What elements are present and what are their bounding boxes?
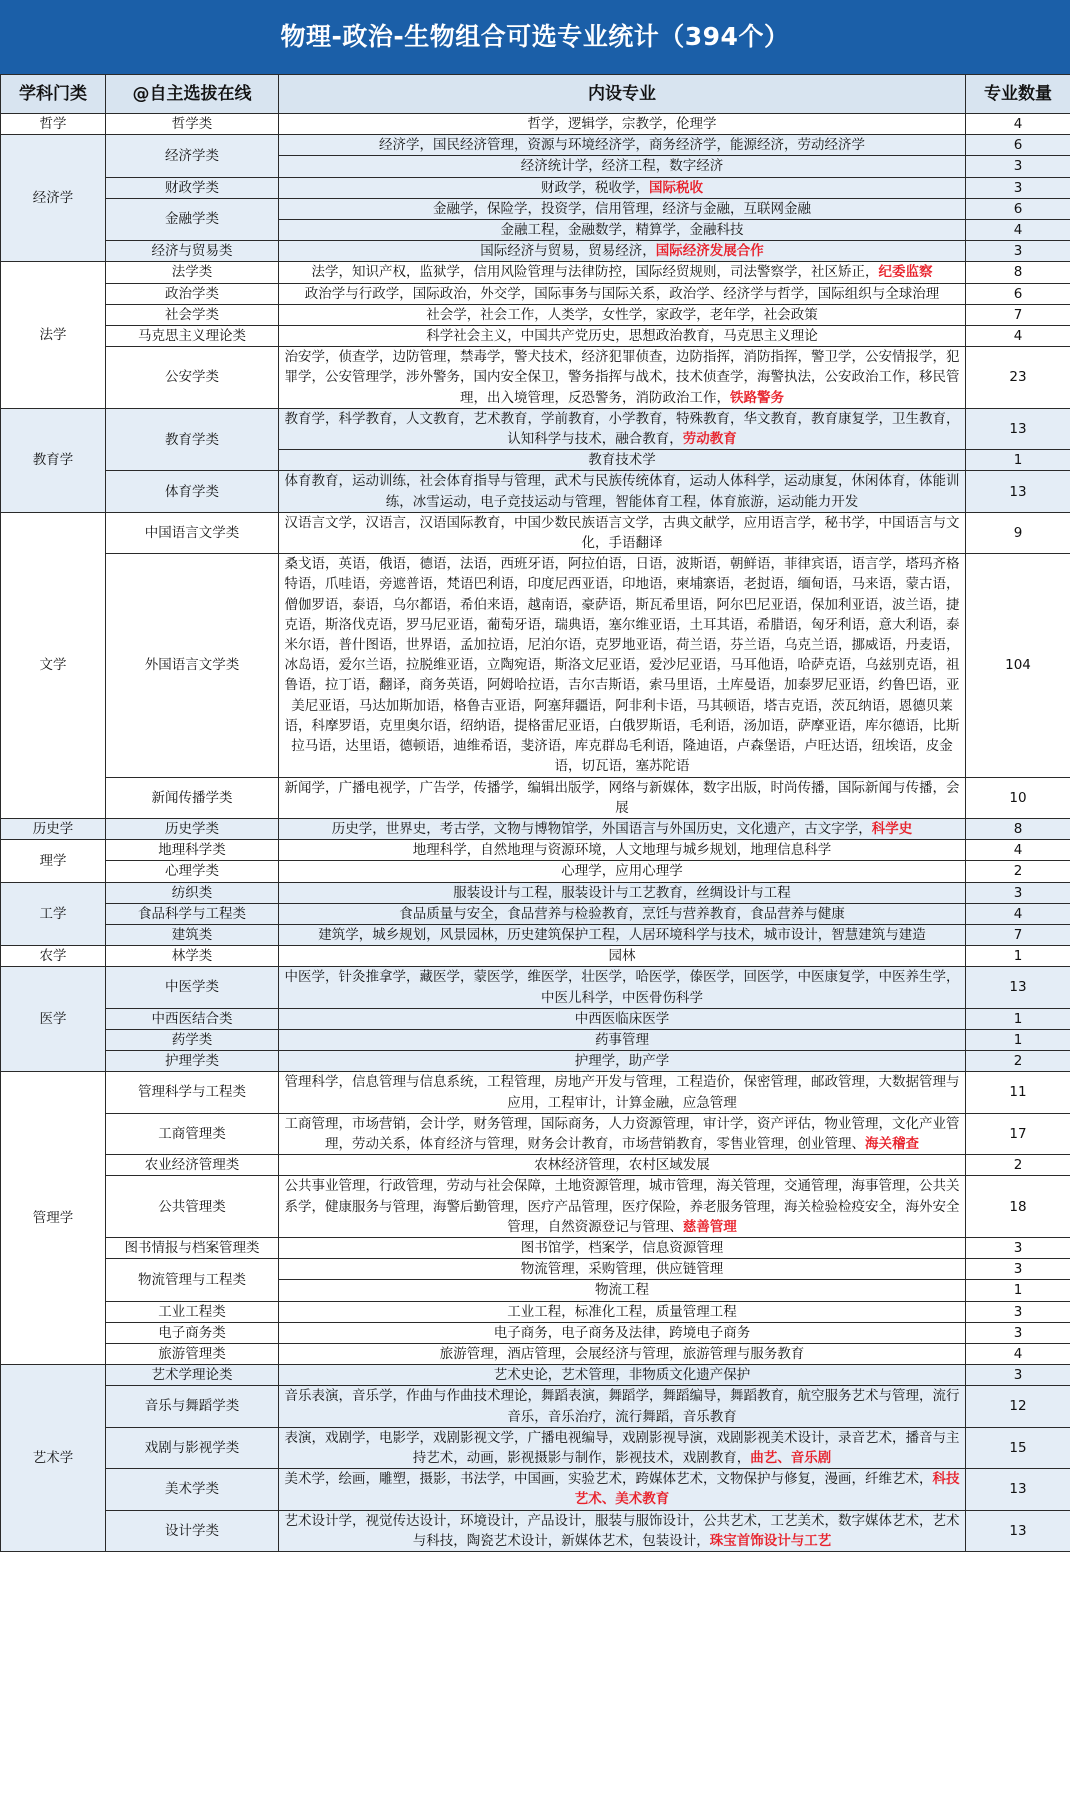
subject-cell: 文学 <box>1 512 106 818</box>
subject-cell: 法学 <box>1 262 106 408</box>
majors-text: 地理科学，自然地理与资源环境，人文地理与城乡规划，地理信息科学 <box>412 842 832 859</box>
count-cell: 2 <box>966 861 1070 882</box>
table-row <box>1 177 1070 198</box>
table-row <box>1 554 1070 777</box>
category-cell: 图书情报与档案管理类 <box>106 1237 279 1258</box>
majors-text: 农林经济管理，农村区域发展 <box>534 1157 710 1174</box>
majors-text: 药事管理 <box>595 1031 649 1048</box>
majors-cell <box>279 450 966 471</box>
category-cell: 哲学类 <box>106 114 279 135</box>
table-body <box>1 114 1070 1552</box>
category-cell: 心理学类 <box>106 861 279 882</box>
header-subject: 学科门类 <box>1 75 106 114</box>
count-cell: 4 <box>966 114 1070 135</box>
highlighted-major: 劳动教育 <box>682 431 737 448</box>
category-cell: 林学类 <box>106 946 279 967</box>
majors-cell <box>279 1365 966 1386</box>
majors-text: 汉语言文学，汉语言，汉语国际教育，中国少数民族语言文学，古典文献学，应用语言学，秘书学，中国语言与文化，手语翻译 <box>284 514 960 552</box>
category-cell: 教育学类 <box>106 408 279 471</box>
category-cell: 中西医结合类 <box>106 1008 279 1029</box>
count-cell: 18 <box>966 1176 1070 1238</box>
count-cell: 12 <box>966 1386 1070 1427</box>
subject-cell: 理学 <box>1 840 106 882</box>
majors-text: 电子商务，电子商务及法律，跨境电子商务 <box>493 1324 751 1341</box>
majors-cell <box>279 924 966 945</box>
count-cell: 4 <box>966 840 1070 861</box>
subject-cell: 医学 <box>1 967 106 1072</box>
table-row <box>1 1029 1070 1050</box>
majors-cell <box>279 554 966 777</box>
majors-cell <box>279 1259 966 1280</box>
count-cell: 23 <box>966 347 1070 409</box>
majors-cell <box>279 1113 966 1154</box>
count-cell: 3 <box>966 1237 1070 1258</box>
majors-cell <box>279 1029 966 1050</box>
majors-cell <box>279 903 966 924</box>
table-row <box>1 408 1070 449</box>
table-row <box>1 1510 1070 1551</box>
majors-cell <box>279 946 966 967</box>
table-row <box>1 1386 1070 1427</box>
category-cell: 公安学类 <box>106 347 279 409</box>
table-row <box>1 1237 1070 1258</box>
table-row <box>1 777 1070 818</box>
majors-cell <box>279 1280 966 1301</box>
count-cell: 8 <box>966 262 1070 283</box>
category-cell: 政治学类 <box>106 283 279 304</box>
majors-table-container <box>0 74 1070 1805</box>
majors-text: 管理科学，信息管理与信息系统，工程管理，房地产开发与管理，工程造价，保密管理，邮政管理，大数据管理与应用，工程审计，计算金融，应急管理 <box>284 1074 960 1111</box>
table-header-row <box>1 75 1070 114</box>
subject-cell: 艺术学 <box>1 1365 106 1552</box>
category-cell: 电子商务类 <box>106 1322 279 1343</box>
category-cell: 金融学类 <box>106 198 279 240</box>
table-row <box>1 114 1070 135</box>
table-row <box>1 241 1070 262</box>
majors-cell <box>279 1301 966 1322</box>
highlighted-major: 科技艺术、美术教育 <box>574 1471 960 1508</box>
majors-text: 食品质量与安全，食品营养与检验教育，烹饪与营养教育，食品营养与健康 <box>399 905 845 922</box>
count-cell: 4 <box>966 326 1070 347</box>
majors-cell <box>279 262 966 283</box>
category-cell: 设计学类 <box>106 1510 279 1551</box>
table-row <box>1 471 1070 512</box>
header-count: 专业数量 <box>966 75 1070 114</box>
table-row <box>1 512 1070 553</box>
count-cell: 3 <box>966 1301 1070 1322</box>
count-cell: 7 <box>966 924 1070 945</box>
subject-cell: 农学 <box>1 946 106 967</box>
subject-cell: 历史学 <box>1 818 106 839</box>
majors-cell <box>279 1510 966 1551</box>
subject-cell: 管理学 <box>1 1072 106 1365</box>
count-cell: 2 <box>966 1051 1070 1072</box>
majors-text: 法学，知识产权，监狱学，信用风险管理与法律防控，国际经贸规则，司法警察学，社区矫正， <box>311 264 879 281</box>
majors-text: 建筑学，城乡规划，风景园林，历史建筑保护工程，人居环境科学与技术，城市设计，智慧建筑与建造 <box>318 926 926 943</box>
majors-cell <box>279 220 966 241</box>
majors-text: 教育技术学 <box>588 452 656 469</box>
count-cell: 3 <box>966 156 1070 177</box>
category-cell: 经济与贸易类 <box>106 241 279 262</box>
majors-text: 中西医临床医学 <box>574 1010 670 1027</box>
table-row <box>1 924 1070 945</box>
category-cell: 护理学类 <box>106 1051 279 1072</box>
highlighted-major: 慈善管理 <box>682 1218 737 1235</box>
majors-text: 政治学与行政学，国际政治，外交学，国际事务与国际关系，政治学、经济学与哲学，国际组织与全球治理 <box>304 285 940 302</box>
count-cell: 4 <box>966 903 1070 924</box>
highlighted-major: 国际经济发展合作 <box>655 243 764 260</box>
majors-text: 哲学，逻辑学，宗教学，伦理学 <box>527 116 717 132</box>
majors-text: 国际经济与贸易，贸易经济， <box>480 243 656 260</box>
count-cell: 3 <box>966 177 1070 198</box>
majors-cell <box>279 1051 966 1072</box>
highlighted-major: 珠宝首饰设计与工艺 <box>709 1532 832 1549</box>
category-cell: 农业经济管理类 <box>106 1155 279 1176</box>
majors-cell <box>279 114 966 135</box>
majors-cell <box>279 512 966 553</box>
table-row <box>1 1008 1070 1029</box>
majors-text: 物流管理，采购管理，供应链管理 <box>520 1261 724 1278</box>
table-row <box>1 840 1070 861</box>
table-row <box>1 861 1070 882</box>
count-cell: 1 <box>966 1280 1070 1301</box>
category-cell: 工商管理类 <box>106 1113 279 1154</box>
count-cell: 3 <box>966 1322 1070 1343</box>
table-row <box>1 1322 1070 1343</box>
count-cell: 2 <box>966 1155 1070 1176</box>
majors-text: 工商管理，市场营销，会计学，财务管理，国际商务，人力资源管理，审计学，资产评估，物业管理，文化产业管理，劳动关系，体育经济与管理，财务会计教育，市场营销教育，零售业管理，创业管理、 <box>284 1115 960 1152</box>
majors-text: 中医学，针灸推拿学，藏医学，蒙医学，维医学，壮医学，哈医学，傣医学，回医学，中医康复学，中医养生学，中医儿科学，中医骨伤科学 <box>284 969 960 1006</box>
highlighted-major: 纪委监察 <box>878 264 933 281</box>
table-row <box>1 903 1070 924</box>
majors-cell <box>279 861 966 882</box>
majors-text: 音乐表演，音乐学，作曲与作曲技术理论，舞蹈表演，舞蹈学，舞蹈编导，舞蹈教育，航空服务艺术与管理，流行音乐，音乐治疗，流行舞蹈，音乐教育 <box>284 1388 960 1425</box>
majors-cell <box>279 408 966 449</box>
count-cell: 13 <box>966 967 1070 1008</box>
majors-text: 社会学，社会工作，人类学，女性学，家政学，老年学，社会政策 <box>426 306 818 323</box>
count-cell: 3 <box>966 1365 1070 1386</box>
majors-cell <box>279 1237 966 1258</box>
majors-cell <box>279 326 966 347</box>
table-row <box>1 1427 1070 1468</box>
majors-text: 艺术设计学，视觉传达设计，环境设计，产品设计，服装与服饰设计，公共艺术，工艺美术，数字媒体艺术，艺术与科技，陶瓷艺术设计，新媒体艺术，包装设计， <box>284 1512 960 1549</box>
category-cell: 音乐与舞蹈学类 <box>106 1386 279 1427</box>
majors-cell <box>279 777 966 818</box>
highlighted-major: 海关稽查 <box>865 1135 919 1152</box>
majors-text: 新闻学，广播电视学，广告学，传播学，编辑出版学，网络与新媒体，数字出版，时尚传播，国际新闻与传播，会展 <box>284 779 960 816</box>
majors-cell <box>279 198 966 219</box>
majors-cell <box>279 1386 966 1427</box>
majors-cell <box>279 135 966 156</box>
category-cell: 管理科学与工程类 <box>106 1072 279 1113</box>
majors-text: 工业工程，标准化工程，质量管理工程 <box>507 1303 737 1320</box>
subject-cell: 教育学 <box>1 408 106 512</box>
table-row <box>1 1301 1070 1322</box>
count-cell: 17 <box>966 1113 1070 1154</box>
majors-text: 心理学，应用心理学 <box>561 863 683 880</box>
majors-cell <box>279 882 966 903</box>
majors-text: 表演，戏剧学，电影学，戏剧影视文学，广播电视编导，戏剧影视导演，戏剧影视美术设计，录音艺术，播音与主持艺术，动画，影视摄影与制作，影视技术，戏剧教育， <box>284 1429 960 1466</box>
table-row <box>1 1365 1070 1386</box>
count-cell: 1 <box>966 1008 1070 1029</box>
category-cell: 社会学类 <box>106 304 279 325</box>
table-row <box>1 1469 1070 1510</box>
count-cell: 1 <box>966 450 1070 471</box>
category-cell: 中医学类 <box>106 967 279 1008</box>
category-cell: 工业工程类 <box>106 1301 279 1322</box>
highlighted-major: 科学史 <box>871 820 913 837</box>
highlighted-major: 曲艺、音乐剧 <box>750 1450 832 1466</box>
majors-cell <box>279 471 966 512</box>
category-cell: 财政学类 <box>106 177 279 198</box>
majors-text: 金融工程，金融数学，精算学，金融科技 <box>500 222 744 239</box>
category-cell: 中国语言文学类 <box>106 512 279 553</box>
table-row <box>1 347 1070 409</box>
majors-text: 护理学，助产学 <box>574 1053 670 1070</box>
count-cell: 6 <box>966 198 1070 219</box>
table-row <box>1 1343 1070 1364</box>
majors-table <box>0 74 1070 1552</box>
category-cell: 食品科学与工程类 <box>106 903 279 924</box>
majors-cell <box>279 1322 966 1343</box>
majors-text: 科学社会主义，中国共产党历史，思想政治教育，马克思主义理论 <box>426 328 818 345</box>
count-cell: 6 <box>966 283 1070 304</box>
table-row <box>1 1259 1070 1280</box>
majors-cell <box>279 304 966 325</box>
category-cell: 公共管理类 <box>106 1176 279 1238</box>
count-cell: 6 <box>966 135 1070 156</box>
count-cell: 3 <box>966 882 1070 903</box>
majors-cell <box>279 1176 966 1238</box>
count-cell: 13 <box>966 471 1070 512</box>
majors-text: 经济学，国民经济管理，资源与环境经济学，商务经济学，能源经济，劳动经济学 <box>379 137 865 154</box>
table-row <box>1 135 1070 156</box>
majors-cell <box>279 1343 966 1364</box>
majors-text: 艺术史论，艺术管理，非物质文化遗产保护 <box>493 1367 751 1384</box>
table-row <box>1 283 1070 304</box>
highlighted-major: 国际税收 <box>649 179 703 196</box>
table-row <box>1 946 1070 967</box>
category-cell: 地理科学类 <box>106 840 279 861</box>
majors-cell <box>279 1469 966 1510</box>
table-row <box>1 304 1070 325</box>
majors-cell <box>279 283 966 304</box>
majors-cell <box>279 241 966 262</box>
category-cell: 外国语言文学类 <box>106 554 279 777</box>
majors-cell <box>279 177 966 198</box>
category-cell: 建筑类 <box>106 924 279 945</box>
count-cell: 11 <box>966 1072 1070 1113</box>
majors-cell <box>279 967 966 1008</box>
majors-text: 金融学，保险学，投资学，信用管理，经济与金融，互联网金融 <box>433 200 811 217</box>
majors-text: 园林 <box>608 948 636 965</box>
count-cell: 3 <box>966 241 1070 262</box>
header-category: @自主选拔在线 <box>106 75 279 114</box>
category-cell: 美术学类 <box>106 1469 279 1510</box>
table-row <box>1 198 1070 219</box>
category-cell: 戏剧与影视学类 <box>106 1427 279 1468</box>
majors-text: 教育学，科学教育，人文教育，艺术教育，学前教育，小学教育，特殊教育，华文教育，教育康复学，卫生教育，认知科学与技术，融合教育， <box>284 410 960 448</box>
category-cell: 马克思主义理论类 <box>106 326 279 347</box>
majors-cell <box>279 1155 966 1176</box>
majors-text: 美术学，绘画，雕塑，摄影，书法学，中国画，实验艺术，跨媒体艺术，文物保护与修复，漫画，纤维艺术， <box>284 1471 933 1488</box>
majors-cell <box>279 818 966 839</box>
table-row <box>1 262 1070 283</box>
table-row <box>1 326 1070 347</box>
count-cell: 4 <box>966 1343 1070 1364</box>
table-row <box>1 1176 1070 1238</box>
majors-cell <box>279 840 966 861</box>
majors-text: 物流工程 <box>595 1282 649 1299</box>
category-cell: 经济学类 <box>106 135 279 177</box>
majors-text: 历史学，世界史，考古学，文物与博物馆学，外国语言与外国历史，文化遗产，古文字学， <box>331 820 872 837</box>
category-cell: 法学类 <box>106 262 279 283</box>
majors-text: 服装设计与工程，服装设计与工艺教育，丝绸设计与工程 <box>453 884 791 901</box>
table-row <box>1 1051 1070 1072</box>
count-cell: 104 <box>966 554 1070 777</box>
category-cell: 历史学类 <box>106 818 279 839</box>
majors-text: 桑戈语，英语，俄语，德语，法语，西班牙语，阿拉伯语，日语，波斯语，朝鲜语，菲律宾语，语言学，塔玛齐格特语，爪哇语，旁遮普语，梵语巴利语，印度尼西亚语，印地语，柬埔寨语，老挝语，缅甸语，马来语，蒙古语，僧伽罗语，泰语，乌尔都语，希伯来语，越南语，豪萨语，斯瓦希里语，阿尔巴尼亚语，保加利亚语，波兰语，捷克语，斯洛伐克语，罗马尼亚语，葡萄牙语，瑞典语，塞尔维亚语，土耳其语，希腊语，匈牙利语，意大利语，泰米尔语，普什图语，世界语，孟加拉语，尼泊尔语，克罗地亚语，荷兰语，芬兰语，乌克兰语，挪威语，丹麦语，冰岛语，爱尔兰语，拉脱维亚语，立陶宛语，斯洛文尼亚语，爱沙尼亚语，马耳他语，哈萨克语，乌兹别克语，祖鲁语，拉丁语，翻译，商务英语，阿姆哈拉语，吉尔吉斯语，索马里语，土库曼语，加泰罗尼亚语，约鲁巴语，亚美尼亚语，马达加斯加语，格鲁吉亚语，阿塞拜疆语，阿非利卡语，马其顿语，塔吉克语，茨瓦纳语，恩德贝莱语，科摩罗语，克里奥尔语，绍纳语，提格雷尼亚语，白俄罗斯语，毛利语，汤加语，萨摩亚语，库尔德语，比斯拉马语，达里语，德顿语，迪维希语，斐济语，库克群岛毛利语，隆迪语，卢森堡语，卢旺达语，纽埃语，皮金语，切瓦语，塞苏陀语 <box>284 556 960 775</box>
count-cell: 1 <box>966 1029 1070 1050</box>
majors-cell <box>279 156 966 177</box>
category-cell: 药学类 <box>106 1029 279 1050</box>
header-majors: 内设专业 <box>279 75 966 114</box>
majors-text: 治安学，侦查学，边防管理，禁毒学，警犬技术，经济犯罪侦查，边防指挥，消防指挥，警卫学，公安情报学，犯罪学，公安管理学，涉外警务，国内安全保卫，警务指挥与战术，技术侦查学，海警执法，公安政治工作，移民管理，出入境管理，反恐警务，消防政治工作， <box>284 349 960 406</box>
majors-cell <box>279 1072 966 1113</box>
count-cell: 9 <box>966 512 1070 553</box>
count-cell: 15 <box>966 1427 1070 1468</box>
count-cell: 7 <box>966 304 1070 325</box>
count-cell: 13 <box>966 1469 1070 1510</box>
category-cell: 体育学类 <box>106 471 279 512</box>
highlighted-major: 铁路警务 <box>730 389 784 406</box>
count-cell: 8 <box>966 818 1070 839</box>
count-cell: 13 <box>966 1510 1070 1551</box>
count-cell: 1 <box>966 946 1070 967</box>
majors-text: 图书馆学，档案学，信息资源管理 <box>520 1239 724 1256</box>
table-row <box>1 1072 1070 1113</box>
category-cell: 新闻传播学类 <box>106 777 279 818</box>
majors-text: 财政学，税收学， <box>541 179 649 196</box>
table-row <box>1 1113 1070 1154</box>
majors-text: 经济统计学，经济工程，数字经济 <box>520 158 724 175</box>
category-cell: 艺术学理论类 <box>106 1365 279 1386</box>
category-cell: 旅游管理类 <box>106 1343 279 1364</box>
majors-cell <box>279 1427 966 1468</box>
count-cell: 13 <box>966 408 1070 449</box>
count-cell: 4 <box>966 220 1070 241</box>
majors-text: 旅游管理，酒店管理，会展经济与管理，旅游管理与服务教育 <box>439 1345 805 1362</box>
majors-cell <box>279 1008 966 1029</box>
subject-cell: 经济学 <box>1 135 106 262</box>
category-cell: 纺织类 <box>106 882 279 903</box>
table-row <box>1 818 1070 839</box>
majors-text: 体育教育，运动训练，社会体育指导与管理，武术与民族传统体育，运动人体科学，运动康复，休闲体育，体能训练，冰雪运动，电子竞技运动与管理，智能体育工程，体育旅游，运动能力开发 <box>284 473 960 510</box>
category-cell: 物流管理与工程类 <box>106 1259 279 1301</box>
page-title: 物理-政治-生物组合可选专业统计（394个） <box>0 0 1070 74</box>
subject-cell: 工学 <box>1 882 106 946</box>
majors-text: 公共事业管理，行政管理，劳动与社会保障，土地资源管理，城市管理，海关管理，交通管理，海事管理，公共关系学，健康服务与管理，海警后勤管理，医疗产品管理，医疗保险，养老服务管理，海关检验检疫安全，海外安全管理，自然资源登记与管理、 <box>284 1178 960 1235</box>
count-cell: 10 <box>966 777 1070 818</box>
table-row <box>1 882 1070 903</box>
count-cell: 3 <box>966 1259 1070 1280</box>
table-row <box>1 1155 1070 1176</box>
subject-cell: 哲学 <box>1 114 106 135</box>
majors-cell <box>279 347 966 409</box>
table-row <box>1 967 1070 1008</box>
